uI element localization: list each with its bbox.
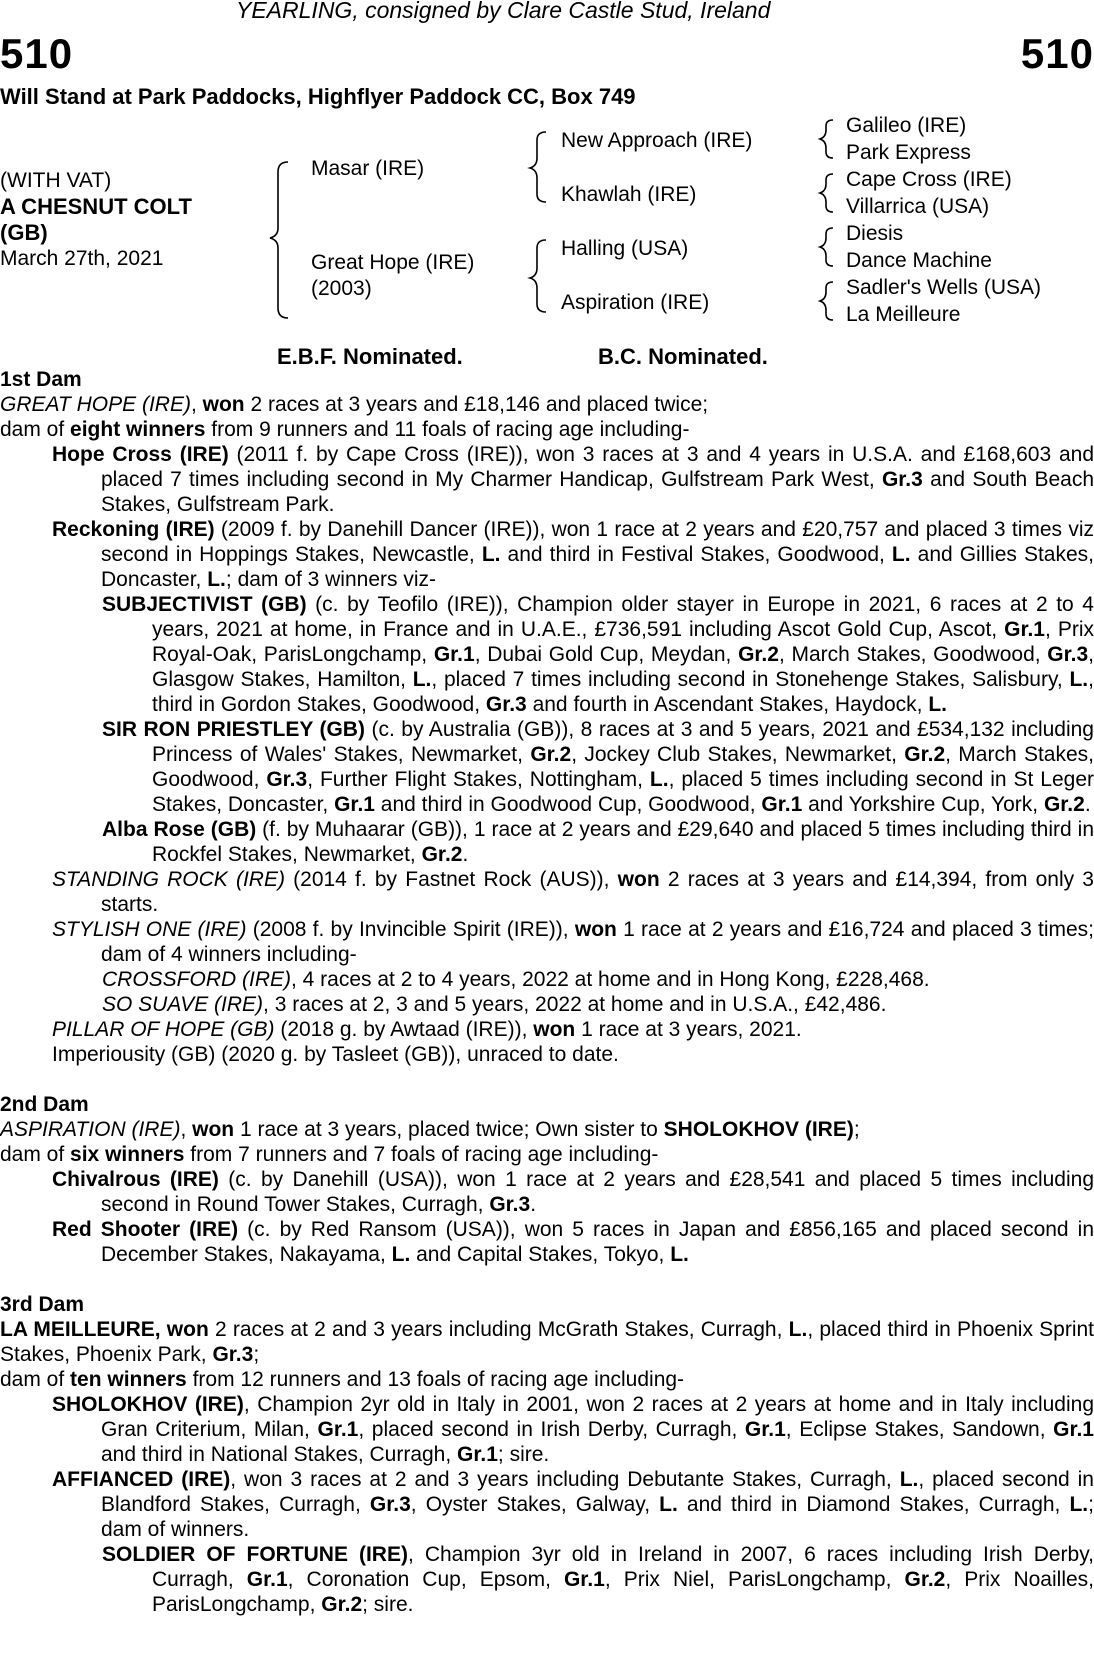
grand-produce-entry: SOLDIER OF FORTUNE (IRE), Champion 3yr old in Ireland in 2007, 6 races including Irish Derby, Curragh, Gr.1, Coronation Cup, Epsom, Gr.1, Prix Niel, ParisLongchamp, Gr.2, Prix Noailles, ParisLongchamp, Gr.2; sire. <box>102 1543 1094 1616</box>
grand-produce-entry: SUBJECTIVIST (GB) (c. by Teofilo (IRE)), Champion older stayer in Europe in 2021, 6 races at 2 to 4 years, 2021 at home, in France and in U.A.E., £736,591 including Ascot Gold Cup, Ascot, Gr.1, Prix Royal-Oak, ParisLongchamp, Gr.1, Dubai Gold Cup, Meydan, Gr.2, March Stakes, Goodwood, Gr.3, Glasgow Stakes, Hamilton, L., placed 7 times including second in Stonehenge Stakes, Salisbury, L., third in Gordon Stakes, Goodwood, Gr.3 and fourth in Ascendant Stakes, Haydock, L. <box>102 593 1094 716</box>
dam-produce-summary: dam of eight winners from 9 runners and 11 foals of racing age including- <box>0 418 690 441</box>
dam-sire: Halling (USA) <box>561 237 689 260</box>
grand-produce-entry: CROSSFORD (IRE), 4 races at 2 to 4 years, 2022 at home and in Hong Kong, £228,468. <box>102 968 930 991</box>
horse-country: (GB) <box>0 220 48 245</box>
produce-entry: Imperiousity (GB) (2020 g. by Tasleet (GB)), unraced to date. <box>52 1043 619 1066</box>
sire-sire-dam: Park Express <box>846 141 971 164</box>
dam-produce-summary: dam of ten winners from 12 runners and 13 foals of racing age including- <box>0 1368 685 1391</box>
produce-entry: SHOLOKHOV (IRE), Champion 2yr old in Italy in 2001, won 2 races at 2 years at home and in Italy including Gran Criterium, Milan, Gr.1, placed second in Irish Derby, Curragh, Gr.1, Eclipse Stakes, Sandown, Gr.1 and third in National Stakes, Curragh, Gr.1; sire. <box>52 1393 1094 1466</box>
dam-summary: ASPIRATION (IRE), won 1 race at 3 years, placed twice; Own sister to SHOLOKHOV (IRE); <box>0 1118 860 1141</box>
stand-location: Will Stand at Park Paddocks, Highflyer Paddock CC, Box 749 <box>0 84 636 109</box>
first-dam-heading: 1st Dam <box>0 368 82 391</box>
foaling-date: March 27th, 2021 <box>0 247 164 270</box>
dam-dam-sire: Sadler's Wells (USA) <box>846 276 1041 299</box>
catalogue-subtitle: YEARLING, consigned by Clare Castle Stud, Ireland <box>236 0 771 23</box>
produce-entry: STYLISH ONE (IRE) (2008 f. by Invincible Spirit (IRE)), won 1 race at 2 years and £16,724 and placed 3 times; dam of 4 winners including- <box>52 918 1094 966</box>
dam-name: Great Hope (IRE) <box>311 251 475 274</box>
brace-gen2-dam <box>530 240 546 312</box>
sire-dam-dam: Villarrica (USA) <box>846 195 990 218</box>
brace-gen3-1 <box>820 120 833 158</box>
lot-number-right: 510 <box>1020 30 1094 77</box>
produce-entry: STANDING ROCK (IRE) (2014 f. by Fastnet Rock (AUS)), won 2 races at 3 years and £14,394, from only 3 starts. <box>52 868 1094 916</box>
bc-nomination: B.C. Nominated. <box>598 344 768 369</box>
dam-sire-sire: Diesis <box>846 222 904 245</box>
produce-entry: AFFIANCED (IRE), won 3 races at 2 and 3 years including Debutante Stakes, Curragh, L., placed second in Blandford Stakes, Curragh, Gr.3, Oyster Stakes, Galway, L. and third in Diamond Stakes, Curragh, L.; dam of winners. <box>52 1468 1094 1541</box>
third-dam-heading: 3rd Dam <box>0 1293 85 1316</box>
produce-entry: Hope Cross (IRE) (2011 f. by Cape Cross (IRE)), won 3 races at 3 and 4 years in U.S.A. and £168,603 and placed 7 times including second in My Charmer Handicap, Gulfstream Park West, Gr.3 and South Beach Stakes, Gulfstream Park. <box>52 443 1094 516</box>
produce-entry: Red Shooter (IRE) (c. by Red Ransom (USA)), won 5 races in Japan and £856,165 and placed second in December Stakes, Nakayama, L. and Capital Stakes, Tokyo, L. <box>52 1218 1094 1266</box>
brace-gen3-3 <box>820 228 833 266</box>
brace-gen1 <box>270 162 288 318</box>
produce-entry: Reckoning (IRE) (2009 f. by Danehill Dancer (IRE)), won 1 race at 2 years and £20,757 and placed 3 times viz second in Hoppings Stakes, Newcastle, L. and third in Festival Stakes, Goodwood, L. and Gillies Stakes, Doncaster, L.; dam of 3 winners viz- <box>52 518 1094 591</box>
vat-note: (WITH VAT) <box>0 169 112 192</box>
ebf-nomination: E.B.F. Nominated. <box>277 344 463 369</box>
produce-entry: Chivalrous (IRE) (c. by Danehill (USA)), won 1 race at 2 years and £28,541 and placed 5 times including second in Round Tower Stakes, Curragh, Gr.3. <box>52 1168 1094 1216</box>
sire-sire-sire: Galileo (IRE) <box>846 114 967 137</box>
dam-summary: LA MEILLEURE, won 2 races at 2 and 3 years including McGrath Stakes, Curragh, L., placed third in Phoenix Sprint Stakes, Phoenix Park, Gr.3; <box>0 1318 1094 1366</box>
grand-produce-entry: Alba Rose (GB) (f. by Muhaarar (GB)), 1 race at 2 years and £29,640 and placed 5 times including third in Rockfel Stakes, Newmarket, Gr.2. <box>102 818 1094 866</box>
dam-dam-dam: La Meilleure <box>846 303 961 326</box>
sire-dam: Khawlah (IRE) <box>561 183 697 206</box>
sire-dam-sire: Cape Cross (IRE) <box>846 168 1012 191</box>
brace-gen3-2 <box>820 174 833 212</box>
dam-sire-dam: Dance Machine <box>846 249 992 272</box>
sire-sire: New Approach (IRE) <box>561 129 753 152</box>
grand-produce-entry: SO SUAVE (IRE), 3 races at 2, 3 and 5 years, 2022 at home and in U.S.A., £42,486. <box>102 993 887 1016</box>
sire-name: Masar (IRE) <box>311 157 425 180</box>
produce-record <box>0 367 1094 1617</box>
lot-number-left: 510 <box>0 30 74 77</box>
produce-entry: PILLAR OF HOPE (GB) (2018 g. by Awtaad (IRE)), won 1 race at 3 years, 2021. <box>52 1018 802 1041</box>
brace-gen3-4 <box>820 282 833 320</box>
dam-dam: Aspiration (IRE) <box>561 291 710 314</box>
dam-year: (2003) <box>311 277 372 300</box>
brace-gen2-sire <box>530 132 546 202</box>
horse-name: A CHESNUT COLT <box>0 194 192 219</box>
second-dam-heading: 2nd Dam <box>0 1093 89 1116</box>
grand-produce-entry: SIR RON PRIESTLEY (GB) (c. by Australia (GB)), 8 races at 3 and 5 years, 2021 and £534,132 including Princess of Wales' Stakes, Newmarket, Gr.2, Jockey Club Stakes, Newmarket, Gr.2, March Stakes, Goodwood, Gr.3, Further Flight Stakes, Nottingham, L., placed 5 times including second in St Leger Stakes, Doncaster, Gr.1 and third in Goodwood Cup, Goodwood, Gr.1 and Yorkshire Cup, York, Gr.2. <box>102 718 1094 816</box>
dam-summary: GREAT HOPE (IRE), won 2 races at 3 years and £18,146 and placed twice; <box>0 393 709 416</box>
dam-produce-summary: dam of six winners from 7 runners and 7 foals of racing age including- <box>0 1143 659 1166</box>
